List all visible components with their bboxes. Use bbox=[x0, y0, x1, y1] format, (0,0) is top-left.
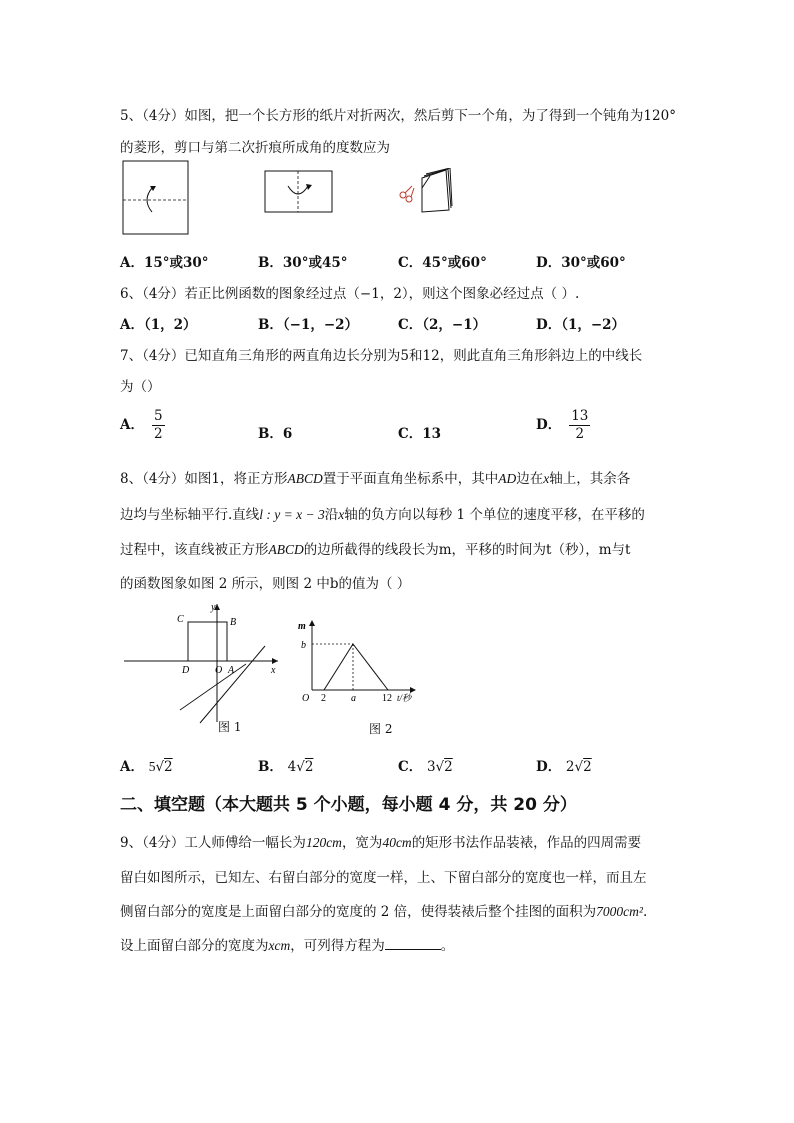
math-x: x bbox=[338, 507, 345, 522]
q9-line4 bbox=[120, 934, 454, 954]
fig1-label-o: O bbox=[215, 665, 223, 676]
q8-option-b[interactable] bbox=[258, 755, 313, 775]
option-coefficient: 3 bbox=[426, 759, 436, 775]
q9-line3 bbox=[120, 900, 647, 920]
q7-option-d-fraction bbox=[569, 408, 590, 443]
fig1-label-c: C bbox=[177, 614, 184, 625]
fig2-label-b: b bbox=[301, 640, 306, 651]
fig2-label-12: 12 bbox=[382, 693, 392, 704]
option-coefficient: 2 bbox=[565, 759, 575, 775]
fig1-label-y: y bbox=[211, 602, 216, 613]
text: 边在 bbox=[516, 471, 544, 487]
text: 轴上，其余各 bbox=[549, 471, 631, 487]
radicand: 2 bbox=[583, 759, 592, 775]
scissors-icon bbox=[400, 186, 414, 202]
radicand: 2 bbox=[444, 759, 453, 775]
math-x: x bbox=[543, 471, 550, 486]
q6-option-b[interactable]: B．（−1，−2） bbox=[258, 317, 359, 333]
q8-figure-2-caption: 图 2 bbox=[369, 722, 393, 736]
q6-line1: 6、（4分）若正比例函数的图象经过点（−1，2），则这个图象必经过点（ ）. bbox=[120, 286, 580, 302]
q5-line1: 5、（4分）如图，把一个长方形的纸片对折两次，然后剪下一个角，为了得到一个钝角为120° bbox=[120, 108, 676, 124]
q8-figure-2 bbox=[296, 616, 431, 708]
math-x-cm: xcm bbox=[268, 938, 291, 953]
math-width: 40cm bbox=[382, 835, 412, 850]
option-label: C． bbox=[398, 759, 423, 775]
q7-line1: 7、（4分）已知直角三角形的两直角边长分别为5和12，则此直角三角形斜边上的中线长 bbox=[120, 348, 643, 364]
text: 9、（4分）工人师傅给一幅长为 bbox=[120, 835, 306, 851]
q5-figure-2 bbox=[264, 170, 334, 214]
text: 的边所截得的线段长为m，平移的时间为t（秒），m与t bbox=[303, 542, 631, 558]
text: ，可列得方程为 bbox=[290, 938, 385, 954]
fraction-numerator: 13 bbox=[571, 408, 589, 424]
q5-figure-1 bbox=[122, 160, 190, 236]
q8-figure-1-caption: 图 1 bbox=[218, 720, 242, 734]
q9-line1 bbox=[120, 831, 641, 851]
q5-option-a[interactable]: A．15°或30° bbox=[120, 255, 209, 271]
sqrt-sign: √ bbox=[296, 759, 305, 775]
math-area: 7000cm² bbox=[596, 904, 643, 919]
q5-option-b[interactable]: B．30°或45° bbox=[258, 255, 348, 271]
q5-option-d[interactable]: D．30°或60° bbox=[536, 255, 626, 271]
sqrt-sign: √ bbox=[435, 759, 445, 775]
fig1-label-a: A bbox=[228, 665, 235, 676]
fig1-label-x: x bbox=[271, 665, 276, 676]
fig2-label-o: O bbox=[302, 693, 310, 704]
fraction-denominator: 2 bbox=[575, 426, 585, 442]
text: 过程中，该直线被正方形 bbox=[120, 542, 269, 558]
option-label: D． bbox=[536, 759, 562, 775]
fraction-denominator: 2 bbox=[153, 426, 163, 442]
q8-option-c[interactable] bbox=[398, 755, 453, 775]
math-length: 120cm bbox=[305, 835, 342, 850]
text: 8、（4分）如图1，将正方形 bbox=[120, 471, 288, 487]
q8-figure-1 bbox=[120, 598, 290, 728]
option-coefficient: 5 bbox=[148, 759, 156, 774]
q8-option-d[interactable] bbox=[536, 755, 592, 775]
option-label: B． bbox=[258, 759, 283, 775]
option-coefficient: 4 bbox=[287, 759, 297, 775]
q5-line2: 的菱形，剪口与第二次折痕所成角的度数应为 bbox=[120, 140, 390, 156]
q6-option-d[interactable]: D．（1，−2） bbox=[536, 317, 626, 333]
math-line-equation: l : y = x − 3 bbox=[259, 507, 325, 522]
math-abcd: ABCD bbox=[287, 471, 323, 486]
q7-option-c[interactable]: C．13 bbox=[398, 426, 442, 442]
math-abcd: ABCD bbox=[268, 542, 304, 557]
q7-option-b[interactable]: B．6 bbox=[258, 426, 293, 442]
text: 设上面留白部分的宽度为 bbox=[120, 938, 269, 954]
option-label: A． bbox=[120, 759, 144, 775]
q7-option-d[interactable] bbox=[536, 408, 590, 443]
q8-option-a[interactable] bbox=[120, 755, 173, 775]
q7-option-d-label: D． bbox=[536, 417, 562, 433]
q7-line2: 为（） bbox=[120, 379, 161, 395]
sqrt-sign: √ bbox=[155, 759, 165, 775]
text: 的矩形书法作品装裱，作品的四周需要 bbox=[411, 835, 642, 851]
fig2-label-m: m bbox=[298, 621, 306, 632]
q8-line1 bbox=[120, 467, 630, 487]
text: ，宽为 bbox=[341, 835, 383, 851]
radicand: 2 bbox=[304, 759, 314, 775]
section-2-heading: 二、填空题（本大题共 5 个小题，每小题 4 分，共 20 分） bbox=[120, 795, 577, 815]
text: 轴的负方向以每秒 1 个单位的速度平移，在平移的 bbox=[344, 507, 645, 523]
math-ad: AD bbox=[498, 471, 517, 486]
radicand: 2 bbox=[164, 759, 173, 775]
fig1-label-b: B bbox=[230, 617, 237, 628]
q9-line2: 留白如图所示，已知左、右留白部分的宽度一样，上、下留白部分的宽度也一样，而且左 bbox=[120, 870, 647, 886]
q8-line3 bbox=[120, 538, 630, 558]
text: 。 bbox=[440, 938, 455, 954]
q7-option-a[interactable] bbox=[120, 408, 165, 443]
q5-figure-3-scissors bbox=[394, 168, 454, 216]
text: 侧留白部分的宽度是上面留白部分的宽度的 2 倍，使得装裱后整个挂图的面积为 bbox=[120, 904, 597, 920]
fig2-label-a: a bbox=[351, 693, 356, 704]
q7-option-a-fraction bbox=[152, 408, 165, 443]
text: . bbox=[642, 904, 648, 920]
answer-blank[interactable] bbox=[385, 937, 441, 950]
fraction-numerator: 5 bbox=[153, 408, 163, 424]
q5-option-c[interactable]: C．45°或60° bbox=[398, 255, 487, 271]
text: 边均与坐标轴平行.直线 bbox=[120, 507, 260, 523]
sqrt-sign: √ bbox=[574, 759, 584, 775]
q8-line4: 的函数图象如图 2 所示，则图 2 中b的值为（ ） bbox=[120, 576, 411, 592]
text: 沿 bbox=[324, 507, 339, 523]
fig2-label-2: 2 bbox=[321, 693, 326, 704]
q6-option-c[interactable]: C．（2，−1） bbox=[398, 317, 487, 333]
q8-line2 bbox=[120, 503, 645, 523]
q6-option-a[interactable]: A．（1，2） bbox=[120, 317, 197, 333]
fig2-label-t: t/秒 bbox=[397, 693, 412, 703]
text: 置于平面直角坐标系中，其中 bbox=[322, 471, 499, 487]
fig1-label-d: D bbox=[182, 665, 190, 676]
q7-option-a-label: A． bbox=[120, 417, 144, 433]
